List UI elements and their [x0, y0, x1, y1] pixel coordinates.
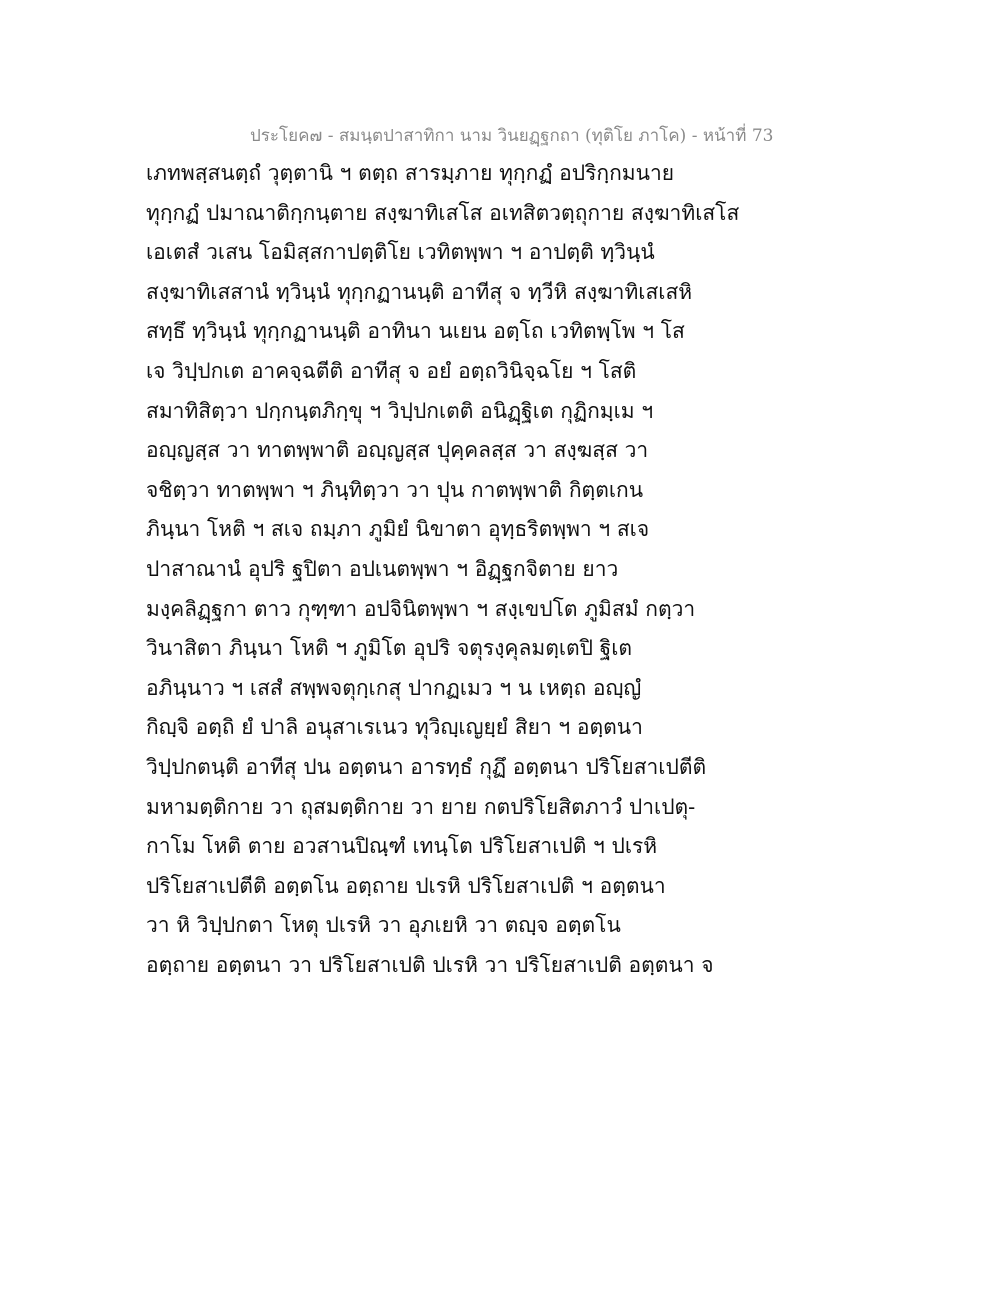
- text-line: มหามตฺติกาย วา ถุสมตฺติกาย วา ยาย กตปริโยสิตภาวํ ปาเปตุ-: [146, 794, 696, 819]
- text-line: มงฺคลิฏฺฐกา ตาว กุฑฺฑา อปจินิตพฺพา ฯ สงฺเขปโต ภูมิสมํ กตฺวา: [146, 596, 696, 621]
- text-line: ภินฺนา โหติ ฯ สเจ ถมฺภา ภูมิยํ นิขาตา อุทฺธริตพฺพา ฯ สเจ: [146, 517, 650, 542]
- text-line: กาโม โหติ ตาย อวสานปิณฺฑํ เทนฺโต ปริโยสาเปติ ฯ ปเรหิ: [146, 834, 658, 859]
- text-line: อญฺญสฺส วา ทาตพฺพาติ อญฺญสฺส ปุคฺคลสฺส วา สงฺฆสฺส วา: [146, 438, 649, 463]
- text-line: วา หิ วิปฺปกตา โหตุ ปเรหิ วา อุภเยหิ วา ตญฺจ อตฺตโน: [146, 913, 621, 938]
- text-line: เจ วิปฺปกเต อาคจฺฉตีติ อาทีสุ จ อยํ อตฺถวินิจฺฉโย ฯ โสติ: [146, 358, 637, 383]
- text-line: กิญฺจิ อตฺถิ ยํ ปาลิ อนุสาเรเนว ทุวิญฺเญยฺยํ สิยา ฯ อตฺตนา: [146, 715, 643, 740]
- text-line: จชิตฺวา ทาตพฺพา ฯ ภินฺทิตฺวา วา ปุน กาตพฺพาติ กิตฺตเกน: [146, 477, 644, 502]
- body-text: [146, 158, 740, 989]
- text-line: ปริโยสาเปตีติ อตฺตโน อตฺถาย ปเรหิ ปริโยสาเปติ ฯ อตฺตนา: [146, 873, 666, 898]
- text-line: ปาสาณานํ อุปริ ฐปิตา อปเนตพฺพา ฯ อิฏฺฐกจิตาย ยาว: [146, 556, 619, 581]
- text-line: อภินฺนาว ฯ เสสํ สพฺพจตุกฺเกสุ ปากฏเมว ฯ น เหตฺถ อญฺญํ: [146, 675, 642, 700]
- text-line: สทฺธึ ทฺวินฺนํ ทุกฺกฏานนฺติ อาทินา นเยน อตฺโถ เวทิตพฺโพ ฯ โส: [146, 319, 685, 344]
- text-line: เภทพสฺสนตฺถํ วุตฺตานิ ฯ ตตฺถ สารมฺภาย ทุกฺกฏํ อปริกฺกมนาย: [146, 161, 675, 185]
- text-line: สมาทิสิตฺวา ปกฺกนฺตภิกฺขุ ฯ วิปฺปกเตติ อนิฏฺฐิเต กุฏิกมฺเม ฯ: [146, 398, 654, 423]
- text-line: อตฺถาย อตฺตนา วา ปริโยสาเปติ ปเรหิ วา ปริโยสาเปติ อตฺตนา จ: [146, 952, 714, 977]
- text-line: วินาสิตา ภินฺนา โหติ ฯ ภูมิโต อุปริ จตุรงฺคุลมตฺเตปิ ฐิเต: [146, 636, 633, 661]
- text-line: วิปฺปกตนฺติ อาทีสุ ปน อตฺตนา อารทฺธํ กุฏึ อตฺตนา ปริโยสาเปตีติ: [146, 754, 707, 779]
- text-line: สงฺฆาทิเสสานํ ทฺวินฺนํ ทุกฺกฏานนฺติ อาทีสุ จ ทฺวีหิ สงฺฆาทิเสเสหิ: [146, 279, 693, 304]
- running-header: ประโยค๗ - สมนฺตปาสาทิกา นาม วินยฏฺฐกถา (ทุติโย ภาโค) - หน้าที่ 73: [250, 126, 774, 146]
- text-line: ทุกฺกฏํ ปมาณาติกฺกนฺตาย สงฺฆาทิเสโส อเทสิตวตฺถุกาย สงฺฆาทิเสโส: [146, 200, 740, 225]
- text-line: เอเตสํ วเสน โอมิสฺสกาปตฺติโย เวทิตพฺพา ฯ อาปตฺติ ทฺวินฺนํ: [146, 240, 655, 265]
